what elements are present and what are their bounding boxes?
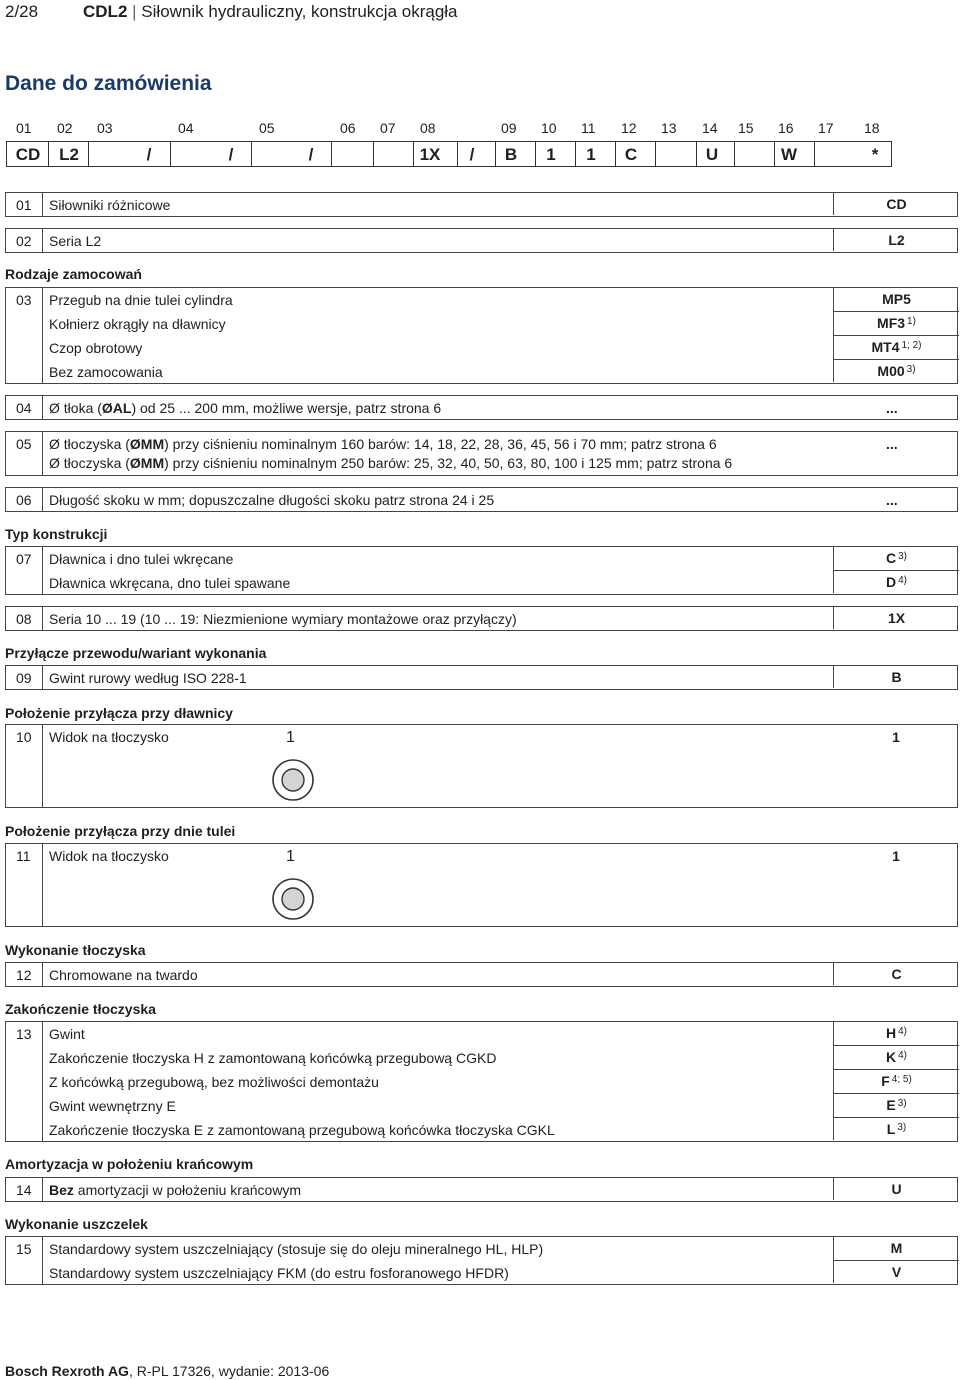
option-text: Dławnica i dno tulei wkręcane [49, 551, 234, 567]
product-code: CDL2 [83, 2, 128, 21]
code-value: ... [886, 436, 898, 452]
row-text: Długość skoku w mm; dopuszczalne długości skoku patrz strona 24 i 25 [49, 492, 495, 508]
code-value: V [891, 1264, 902, 1280]
code-value: / [308, 145, 314, 164]
order-code-bar [6, 141, 892, 167]
code-value: U [705, 145, 719, 164]
row-11 [5, 843, 958, 927]
option-text: Zakończenie tłoczyska H z zamontowaną końcówką przegubową CGKD [49, 1050, 497, 1066]
section-seals: Wykonanie uszczelek [5, 1216, 148, 1232]
footnote-ref: 1; 2) [901, 340, 922, 351]
option-text: Gwint wewnętrzny E [49, 1098, 176, 1114]
code-value: B [891, 669, 902, 685]
footnote-ref: 1) [907, 316, 916, 327]
port-position-diagram [270, 757, 316, 803]
page-number: 2/28 [5, 2, 39, 21]
code-value: H [885, 1025, 897, 1041]
row-04 [5, 395, 958, 420]
code-value: ... [886, 492, 898, 508]
code-value: E [886, 1097, 896, 1113]
option-text: Czop obrotowy [49, 340, 143, 356]
option-text: Standardowy system uszczelniający (stosuje się do oleju mineralnego HL, HLP) [49, 1241, 544, 1257]
code-value: L [886, 1121, 896, 1137]
pos-label: 06 [340, 120, 356, 136]
code-value: B [504, 145, 518, 164]
row-01 [5, 192, 958, 217]
pos-label: 14 [702, 120, 718, 136]
pos-label: 02 [57, 120, 73, 136]
row-number: 05 [16, 436, 32, 452]
code-value: M00 [877, 363, 905, 379]
row-03 [5, 287, 958, 384]
row-text: Ø tłoczyska (ØMM) przy ciśnieniu nominalnym 250 barów: 25, 32, 40, 50, 63, 80, 100 i 125 mm; patrz strona 6 [49, 455, 733, 471]
code-value: CD [886, 196, 907, 212]
code-value: U [891, 1181, 902, 1197]
row-15 [5, 1236, 958, 1285]
footnote-ref: 4) [898, 1026, 908, 1037]
footer-details: , R-PL 17326, wydanie: 2013-06 [128, 1363, 330, 1379]
section-head-port: Położenie przyłącza przy dławnicy [5, 705, 233, 721]
row-08 [5, 606, 958, 631]
code-value: MP5 [882, 291, 911, 307]
option-text: Standardowy system uszczelniający FKM (do estru fosforanowego HFDR) [49, 1265, 509, 1281]
pos-label: 15 [738, 120, 754, 136]
row-text: Bez amortyzacji w położeniu krańcowym [49, 1182, 302, 1198]
pos-label: 07 [380, 120, 396, 136]
row-number: 08 [16, 611, 32, 627]
row-text: Seria 10 ... 19 (10 ... 19: Niezmienione wymiary montażowe oraz przyłączy) [49, 611, 517, 627]
row-06 [5, 487, 958, 512]
code-value: 1X [419, 145, 441, 164]
code-value: 1 [892, 848, 900, 864]
row-text: Widok na tłoczysko [49, 729, 169, 745]
footnote-ref: 3) [906, 364, 916, 375]
code-value: L2 [59, 145, 79, 164]
row-number: 06 [16, 492, 32, 508]
code-value: F [881, 1073, 890, 1089]
row-text: Ø tłoczyska (ØMM) przy ciśnieniu nominalnym 160 barów: 14, 18, 22, 28, 36, 45, 56 i 70 mm; patrz strona 6 [49, 436, 717, 452]
code-value: 1 [892, 729, 900, 745]
pos-label: 05 [259, 120, 275, 136]
row-number: 14 [16, 1182, 32, 1198]
footnote-ref: 3) [897, 1098, 907, 1109]
section-connection: Przyłącze przewodu/wariant wykonania [5, 645, 267, 661]
pos-label: 18 [864, 120, 880, 136]
section-construction: Typ konstrukcji [5, 526, 108, 542]
row-text: Siłowniki różnicowe [49, 197, 171, 213]
row-number: 12 [16, 967, 32, 983]
option-text: Gwint [49, 1026, 85, 1042]
option-text: Kołnierz okrągły na dławnicy [49, 316, 226, 332]
pos-label: 09 [501, 120, 517, 136]
row-12 [5, 962, 958, 987]
code-value: C [885, 550, 897, 566]
footnote-ref: 4; 5) [891, 1074, 912, 1085]
pos-label: 03 [97, 120, 113, 136]
row-number: 02 [16, 233, 32, 249]
code-value: 1 [586, 145, 596, 164]
footnote-ref: 3) [897, 1122, 907, 1133]
pos-label: 12 [621, 120, 637, 136]
row-09 [5, 665, 958, 690]
footnote-ref: 4) [898, 1050, 908, 1061]
pos-label: 11 [581, 120, 596, 136]
code-value: ... [886, 400, 898, 416]
pos-label: 17 [818, 120, 834, 136]
product-title: Siłownik hydrauliczny, konstrukcja okrągła [141, 2, 458, 21]
code-value: 1 [546, 145, 556, 164]
code-value: D [885, 574, 897, 590]
section-rod-finish: Wykonanie tłoczyska [5, 942, 146, 958]
row-number: 13 [16, 1026, 32, 1042]
pos-label: 01 [16, 120, 32, 136]
option-text: Zakończenie tłoczyska E z zamontowaną przegubową końcówka tłoczyska CGKL [49, 1122, 555, 1138]
option-text: Z końcówką przegubową, bez możliwości demontażu [49, 1074, 379, 1090]
pos-label: 16 [778, 120, 794, 136]
code-value: CD [15, 145, 41, 164]
row-number: 04 [16, 400, 32, 416]
row-text: Chromowane na twardo [49, 967, 198, 983]
page-title: Dane do zamówienia [5, 72, 212, 95]
section-base-port: Położenie przyłącza przy dnie tulei [5, 823, 236, 839]
row-number: 15 [16, 1241, 32, 1257]
code-value: C [624, 145, 638, 164]
row-number: 09 [16, 670, 32, 686]
port-position-label: 1 [286, 729, 295, 746]
page-footer [5, 1363, 329, 1379]
code-value: / [469, 145, 475, 164]
row-05 [5, 431, 958, 476]
row-number: 11 [16, 848, 31, 864]
row-10 [5, 724, 958, 808]
row-07 [5, 546, 958, 595]
row-02 [5, 228, 958, 253]
code-value: / [146, 145, 152, 164]
row-number: 07 [16, 551, 32, 567]
option-text: Bez zamocowania [49, 364, 163, 380]
code-value: L2 [888, 232, 905, 248]
code-value: MF3 [877, 315, 906, 331]
row-text: Gwint rurowy według ISO 228-1 [49, 670, 247, 686]
row-number: 01 [16, 197, 32, 213]
code-value: K [885, 1049, 897, 1065]
row-number: 10 [16, 729, 32, 745]
code-value: C [891, 966, 902, 982]
row-14 [5, 1177, 958, 1202]
pos-label: 10 [541, 120, 557, 136]
row-text: Ø tłoka (ØAL) od 25 ... 200 mm, możliwe wersje, patrz strona 6 [49, 400, 442, 416]
section-mounting: Rodzaje zamocowań [5, 266, 142, 282]
row-number: 03 [16, 292, 32, 308]
code-value: MT4 [871, 339, 900, 355]
order-code-positions [0, 120, 960, 138]
footnote-ref: 3) [898, 551, 908, 562]
code-value: M [890, 1240, 903, 1256]
page-header: 2/28 CDL2 | Siłownik hydrauliczny, konstrukcja okrągła [5, 2, 458, 21]
company-name: Bosch Rexroth AG [5, 1363, 129, 1379]
option-text: Dławnica wkręcana, dno tulei spawane [49, 575, 291, 591]
pos-label: 08 [420, 120, 436, 136]
row-13 [5, 1021, 958, 1142]
port-position-diagram [270, 876, 316, 922]
code-value: / [228, 145, 234, 164]
pos-label: 04 [178, 120, 194, 136]
code-value: W [780, 145, 798, 164]
code-value: 1X [887, 610, 906, 626]
pos-label: 13 [661, 120, 677, 136]
code-value: * [871, 145, 879, 164]
port-position-label: 1 [286, 848, 295, 865]
section-cushioning: Amortyzacja w położeniu krańcowym [5, 1156, 254, 1172]
row-text: Seria L2 [49, 233, 102, 249]
row-text: Widok na tłoczysko [49, 848, 169, 864]
section-rod-end: Zakończenie tłoczyska [5, 1001, 156, 1017]
footnote-ref: 4) [898, 575, 908, 586]
option-text: Przegub na dnie tulei cylindra [49, 292, 233, 308]
